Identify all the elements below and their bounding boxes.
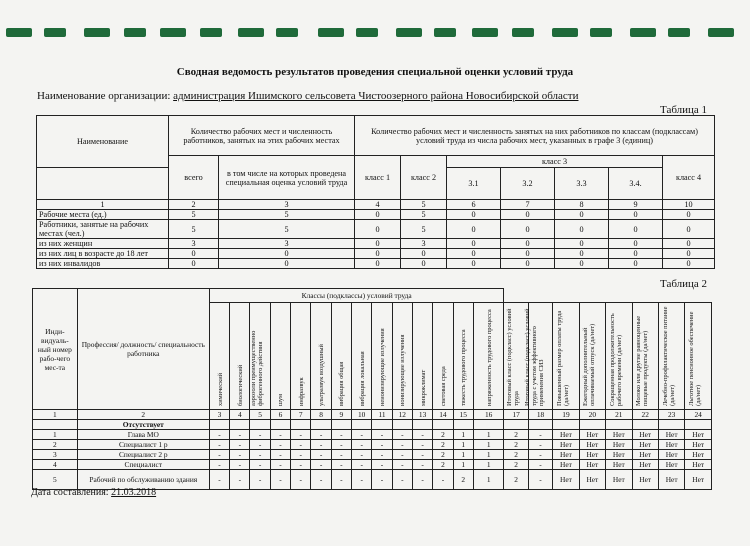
date-line: [31, 487, 156, 498]
t2-colnum-6: 6: [270, 410, 290, 420]
t1-cell: 0: [501, 249, 555, 259]
t2-cell: 2: [433, 440, 453, 450]
t2-header-id: Инди-видуаль-ный номер рабо-чего мес-та: [33, 289, 78, 410]
t2-cell: Нет: [606, 450, 632, 460]
t2-group-empty: [453, 420, 473, 430]
t2-cell: Нет: [553, 450, 579, 460]
t2-group-empty: [504, 420, 528, 430]
t2-cell: -: [291, 460, 311, 470]
t1-cell: 0: [663, 249, 715, 259]
t2-cell: Нет: [606, 470, 632, 490]
t2-group-empty: [412, 420, 432, 430]
t2-vertical-header-7: инфразвук: [291, 303, 311, 410]
t1-header-class1: класс 1: [355, 156, 401, 200]
t2-cell: 2: [433, 430, 453, 440]
t2-cell: -: [311, 470, 331, 490]
t2-cell: 1: [453, 430, 473, 440]
t2-vertical-header-3: химический: [209, 303, 229, 410]
t2-vertical-header-16: напряженность трудового процесса: [473, 303, 504, 410]
t2-group-empty: [311, 420, 331, 430]
document-title: Сводная ведомость результатов проведения специальной оценки условий труда: [176, 66, 574, 78]
t2-cell: -: [392, 460, 412, 470]
results-table: [32, 288, 712, 490]
t2-group-empty: [606, 420, 632, 430]
t2-cell: -: [250, 460, 270, 470]
t2-vertical-header-12: ионизирующие излучения: [392, 303, 412, 410]
t1-colnum-4: 4: [355, 200, 401, 210]
t2-cell: -: [412, 470, 432, 490]
t2-group-empty: [658, 420, 684, 430]
t1-cell: 0: [355, 249, 401, 259]
t2-group-empty: [685, 420, 712, 430]
t2-cell: -: [250, 430, 270, 440]
t2-cell: -: [311, 440, 331, 450]
t1-header-name: Наименование: [37, 116, 169, 168]
t1-colnum-3: 3: [219, 200, 355, 210]
t2-cell: -: [311, 460, 331, 470]
t1-row: [37, 259, 715, 269]
t2-colnum-8: 8: [311, 410, 331, 420]
t2-cell: -: [209, 470, 229, 490]
t1-cell: 0: [663, 220, 715, 239]
t2-cell: 2: [504, 460, 528, 470]
t2-colnum-16: 16: [473, 410, 504, 420]
t2-cell: -: [392, 470, 412, 490]
t2-group-empty: [473, 420, 504, 430]
t2-cell: 2: [453, 470, 473, 490]
t2-cell: -: [372, 450, 392, 460]
t2-row-id: 3: [33, 450, 78, 460]
t2-cell: Нет: [579, 460, 605, 470]
t2-header-profession: Профессия/ должность/ специальность работника: [77, 289, 209, 410]
t2-cell: -: [209, 450, 229, 460]
t1-header-3-2: 3.2: [501, 168, 555, 200]
t2-cell: -: [250, 470, 270, 490]
t2-cell: Нет: [606, 440, 632, 450]
t2-row-id: 5: [33, 470, 78, 490]
summary-table: [36, 115, 715, 269]
t1-cell: 3: [401, 239, 447, 249]
t1-cell: 0: [609, 210, 663, 220]
t1-cell: 0: [169, 249, 219, 259]
t2-cell: -: [352, 470, 372, 490]
t2-row-profession: Специалист: [77, 460, 209, 470]
t2-cell: -: [412, 460, 432, 470]
t2-row-profession: Рабочий по обслуживанию здания: [77, 470, 209, 490]
t2-cell: -: [230, 450, 250, 460]
t2-group-empty: [209, 420, 229, 430]
t2-row-profession: Глава МО: [77, 430, 209, 440]
t2-row-profession: Специалист 2 р: [77, 450, 209, 460]
t2-colnum-10: 10: [352, 410, 372, 420]
t2-group-empty: [250, 420, 270, 430]
t2-cell: -: [528, 440, 552, 450]
t2-vertical-header-9: вибрация общая: [331, 303, 351, 410]
t2-group-empty: [331, 420, 351, 430]
t1-cell: 0: [219, 259, 355, 269]
t1-row: [37, 220, 715, 239]
t1-cell: 0: [447, 259, 501, 269]
t1-cell: 0: [355, 220, 401, 239]
t2-group-label: Отсутствует: [77, 420, 209, 430]
t2-cell: 1: [473, 450, 504, 460]
t2-cell: Нет: [606, 430, 632, 440]
t2-colnum-11: 11: [372, 410, 392, 420]
t2-cell: -: [230, 470, 250, 490]
t1-cell: 0: [609, 220, 663, 239]
t1-header-incl: в том числе на которых проведена специальная оценка условий труда: [219, 156, 355, 200]
t2-cell: Нет: [658, 470, 684, 490]
t1-header-name-cont: [37, 168, 169, 200]
t1-row: [37, 239, 715, 249]
t2-row-id: 1: [33, 430, 78, 440]
t2-cell: 1: [453, 460, 473, 470]
t2-cell: 2: [504, 450, 528, 460]
t2-cell: Нет: [579, 450, 605, 460]
t2-cell: -: [331, 450, 351, 460]
t1-cell: 0: [555, 249, 609, 259]
t2-vertical-header-10: вибрация локальная: [352, 303, 372, 410]
t1-cell: 0: [501, 210, 555, 220]
t2-cell: Нет: [632, 470, 658, 490]
t1-header-workplaces: Количество рабочих мест и численность работников, занятых на этих рабочих местах: [169, 116, 355, 156]
t1-cell: 0: [609, 239, 663, 249]
t2-group-empty: [392, 420, 412, 430]
t2-cell: Нет: [685, 460, 712, 470]
t2-cell: Нет: [553, 470, 579, 490]
t1-header-class3: класс 3: [447, 156, 663, 168]
t2-cell: Нет: [658, 450, 684, 460]
t2-group-empty: [528, 420, 552, 430]
t2-colnum-7: 7: [291, 410, 311, 420]
t1-row-label: из них женщин: [37, 239, 169, 249]
t2-cell: -: [270, 460, 290, 470]
t2-row-id: 2: [33, 440, 78, 450]
t2-cell: Нет: [579, 430, 605, 440]
t2-colnum-9: 9: [331, 410, 351, 420]
t2-group-empty: [632, 420, 658, 430]
t1-colnum-9: 9: [609, 200, 663, 210]
t1-colnum-8: 8: [555, 200, 609, 210]
t2-vertical-header-24: Льготное пенсионное обеспечение (да/нет): [685, 303, 712, 410]
t1-cell: 5: [401, 210, 447, 220]
t2-cell: 1: [473, 430, 504, 440]
t2-cell: -: [209, 440, 229, 450]
t1-cell: 0: [501, 259, 555, 269]
t2-cell: -: [230, 460, 250, 470]
t1-cell: 0: [555, 220, 609, 239]
t2-cell: Нет: [685, 470, 712, 490]
t2-cell: -: [352, 450, 372, 460]
t2-cell: -: [331, 430, 351, 440]
t2-vertical-header-15: тяжесть трудового процесса: [453, 303, 473, 410]
t1-colnum-6: 6: [447, 200, 501, 210]
t2-cell: Нет: [632, 440, 658, 450]
t2-cell: -: [209, 430, 229, 440]
t1-header-class2: класс 2: [401, 156, 447, 200]
t1-row-label: Работники, занятые на рабочих местах (чел.): [37, 220, 169, 239]
t2-cell: 1: [453, 450, 473, 460]
t2-cell: -: [311, 450, 331, 460]
t2-group-empty: [291, 420, 311, 430]
binder-strip: [0, 28, 750, 42]
t1-cell: 0: [355, 210, 401, 220]
t2-cell: -: [352, 460, 372, 470]
t2-group-empty: [352, 420, 372, 430]
t2-cell: 1: [473, 440, 504, 450]
t2-cell: Нет: [579, 470, 605, 490]
t2-group-empty: [579, 420, 605, 430]
t1-cell: 3: [169, 239, 219, 249]
t2-cell: -: [270, 450, 290, 460]
t1-cell: 0: [555, 210, 609, 220]
t1-cell: 5: [219, 210, 355, 220]
t2-colnum-2: 2: [77, 410, 209, 420]
t2-cell: -: [412, 450, 432, 460]
organization-label: Наименование организации:: [37, 90, 171, 102]
t2-group-empty: [433, 420, 453, 430]
table1-label: Таблица 1: [660, 104, 708, 116]
t2-vertical-header-5: аэрозоли преимущественно фиброгенного действия: [250, 303, 270, 410]
t1-cell: 5: [401, 220, 447, 239]
t2-cell: -: [291, 450, 311, 460]
t2-colnum-21: 21: [606, 410, 632, 420]
t2-cell: -: [528, 460, 552, 470]
t2-cell: Нет: [685, 430, 712, 440]
t1-cell: 0: [447, 249, 501, 259]
t2-cell: Нет: [632, 430, 658, 440]
t2-row: [33, 430, 712, 440]
t2-cell: Нет: [658, 440, 684, 450]
t2-vertical-header-23: Лечебно-профилактическое питание (да/нет): [658, 303, 684, 410]
t1-colnum-1: 1: [37, 200, 169, 210]
t1-cell: 5: [219, 220, 355, 239]
t2-column-numbers: [33, 410, 712, 420]
t2-cell: -: [331, 440, 351, 450]
t1-cell: 0: [447, 239, 501, 249]
t2-cell: -: [291, 470, 311, 490]
t2-cell: -: [250, 440, 270, 450]
t2-cell: 1: [473, 460, 504, 470]
t2-colnum-19: 19: [553, 410, 579, 420]
t2-colnum-3: 3: [209, 410, 229, 420]
t2-cell: -: [270, 470, 290, 490]
t1-colnum-7: 7: [501, 200, 555, 210]
t2-row: [33, 440, 712, 450]
t1-column-numbers: [37, 200, 715, 210]
t2-cell: -: [352, 440, 372, 450]
t1-cell: 0: [609, 249, 663, 259]
organization-line: [37, 90, 578, 102]
t2-header-classes: Классы (подклассы) условий труда: [209, 289, 504, 303]
t2-cell: -: [372, 460, 392, 470]
t2-cell: -: [209, 460, 229, 470]
t2-cell: Нет: [685, 450, 712, 460]
t2-cell: -: [331, 470, 351, 490]
t2-cell: -: [412, 440, 432, 450]
t2-colnum-4: 4: [230, 410, 250, 420]
t2-group-empty: [372, 420, 392, 430]
t2-group-row: [33, 420, 712, 430]
t1-cell: 0: [555, 259, 609, 269]
t1-cell: 0: [501, 220, 555, 239]
t1-header-3-4: 3.4.: [609, 168, 663, 200]
t2-cell: -: [392, 440, 412, 450]
organization-value: администрация Ишимского сельсовета Чистоозерного района Новосибирской области: [173, 90, 579, 102]
t2-cell: -: [270, 430, 290, 440]
t1-colnum-5: 5: [401, 200, 447, 210]
t2-cell: -: [230, 430, 250, 440]
t1-colnum-2: 2: [169, 200, 219, 210]
t2-cell: Нет: [553, 440, 579, 450]
date-label: Дата составления:: [31, 487, 109, 498]
t2-cell: Нет: [658, 460, 684, 470]
t2-cell: Нет: [632, 450, 658, 460]
t2-vertical-header-14: световая среда: [433, 303, 453, 410]
t2-group-empty: [230, 420, 250, 430]
t2-cell: -: [528, 450, 552, 460]
t1-cell: 0: [447, 220, 501, 239]
t2-cell: -: [291, 430, 311, 440]
t2-cell: -: [291, 440, 311, 450]
t2-cell: 1: [473, 470, 504, 490]
t2-colnum-13: 13: [412, 410, 432, 420]
t2-vertical-header-17: Итоговый класс (подкласс) условий труда: [504, 303, 528, 410]
t1-cell: 5: [169, 220, 219, 239]
t1-row: [37, 210, 715, 220]
t2-group-id: [33, 420, 78, 430]
t2-colnum-15: 15: [453, 410, 473, 420]
t2-row-id: 4: [33, 460, 78, 470]
t1-header-class4: класс 4: [663, 156, 715, 200]
t2-cell: -: [372, 440, 392, 450]
t1-cell: 0: [447, 210, 501, 220]
t2-vertical-header-6: шум: [270, 303, 290, 410]
t2-vertical-header-4: биологический: [230, 303, 250, 410]
t1-cell: 0: [609, 259, 663, 269]
t2-cell: Нет: [553, 430, 579, 440]
t2-cell: -: [230, 440, 250, 450]
t2-cell: 2: [433, 460, 453, 470]
t2-row-profession: Специалист 1 р: [77, 440, 209, 450]
t2-colnum-18: 18: [528, 410, 552, 420]
t2-cell: -: [372, 470, 392, 490]
t1-row-label: Рабочие места (ед.): [37, 210, 169, 220]
t2-colnum-23: 23: [658, 410, 684, 420]
t2-colnum-20: 20: [579, 410, 605, 420]
t2-vertical-header-11: неионизирующие излучения: [372, 303, 392, 410]
t2-cell: -: [372, 430, 392, 440]
t1-cell: 0: [401, 249, 447, 259]
t2-cell: -: [250, 450, 270, 460]
t2-header-blank: [504, 289, 712, 303]
t1-row: [37, 249, 715, 259]
t2-cell: Нет: [579, 440, 605, 450]
t1-cell: 0: [663, 210, 715, 220]
t1-row-label: из них лиц в возрасте до 18 лет: [37, 249, 169, 259]
t2-group-empty: [270, 420, 290, 430]
t2-row: [33, 460, 712, 470]
t1-colnum-10: 10: [663, 200, 715, 210]
t2-cell: -: [528, 430, 552, 440]
t1-cell: 0: [219, 249, 355, 259]
t2-colnum-5: 5: [250, 410, 270, 420]
t2-vertical-header-19: Повышенный размер оплаты труда (да/нет): [553, 303, 579, 410]
t2-cell: Нет: [606, 460, 632, 470]
t2-cell: -: [412, 430, 432, 440]
t2-vertical-header-22: Молоко или другие равноценные пищевые продукты (да/нет): [632, 303, 658, 410]
t2-cell: -: [331, 460, 351, 470]
t2-cell: Нет: [685, 440, 712, 450]
t1-row-label: из них инвалидов: [37, 259, 169, 269]
t2-colnum-17: 17: [504, 410, 528, 420]
t2-colnum-22: 22: [632, 410, 658, 420]
t2-cell: -: [270, 440, 290, 450]
t2-row: [33, 450, 712, 460]
t2-cell: -: [433, 470, 453, 490]
t1-cell: 0: [555, 239, 609, 249]
t2-cell: 2: [504, 430, 528, 440]
t1-cell: 0: [501, 239, 555, 249]
t2-cell: 2: [504, 470, 528, 490]
t2-group-empty: [553, 420, 579, 430]
t2-vertical-header-8: ультразвук воздушный: [311, 303, 331, 410]
t2-cell: Нет: [658, 430, 684, 440]
t2-colnum-12: 12: [392, 410, 412, 420]
t2-cell: -: [392, 450, 412, 460]
t2-cell: -: [311, 430, 331, 440]
t1-header-total: всего: [169, 156, 219, 200]
t2-cell: -: [352, 430, 372, 440]
t2-cell: Нет: [632, 460, 658, 470]
t1-cell: 0: [355, 239, 401, 249]
t1-cell: 0: [169, 259, 219, 269]
t2-colnum-24: 24: [685, 410, 712, 420]
t1-cell: 0: [355, 259, 401, 269]
date-value: 21.03.2018: [111, 487, 157, 498]
t1-cell: 0: [401, 259, 447, 269]
t1-header-3-3: 3.3: [555, 168, 609, 200]
t2-cell: 1: [453, 440, 473, 450]
t1-header-3-1: 3.1: [447, 168, 501, 200]
t2-cell: -: [528, 470, 552, 490]
t2-vertical-header-21: Сокращенная продолжительность рабочего времени (да/нет): [606, 303, 632, 410]
t1-cell: 0: [663, 259, 715, 269]
t2-vertical-header-20: Ежегодный дополнительный оплачиваемый отпуск (да/нет): [579, 303, 605, 410]
t2-cell: -: [392, 430, 412, 440]
t2-vertical-header-18: Итоговый класс (подкласс) условий труда с учетом эффективного применения СИЗ: [528, 303, 552, 410]
t2-colnum-1: 1: [33, 410, 78, 420]
t1-cell: 5: [169, 210, 219, 220]
t2-colnum-14: 14: [433, 410, 453, 420]
t1-header-classes: Количество рабочих мест и численность занятых на них работников по классам (подклассам) условий труда из числа рабочих мест, указанных в графе 3 (единиц): [355, 116, 715, 156]
t2-cell: Нет: [553, 460, 579, 470]
table2-label: Таблица 2: [660, 278, 708, 290]
t2-cell: 2: [504, 440, 528, 450]
t2-vertical-header-13: микроклимат: [412, 303, 432, 410]
t1-cell: 0: [663, 239, 715, 249]
t2-cell: 2: [433, 450, 453, 460]
t1-cell: 3: [219, 239, 355, 249]
